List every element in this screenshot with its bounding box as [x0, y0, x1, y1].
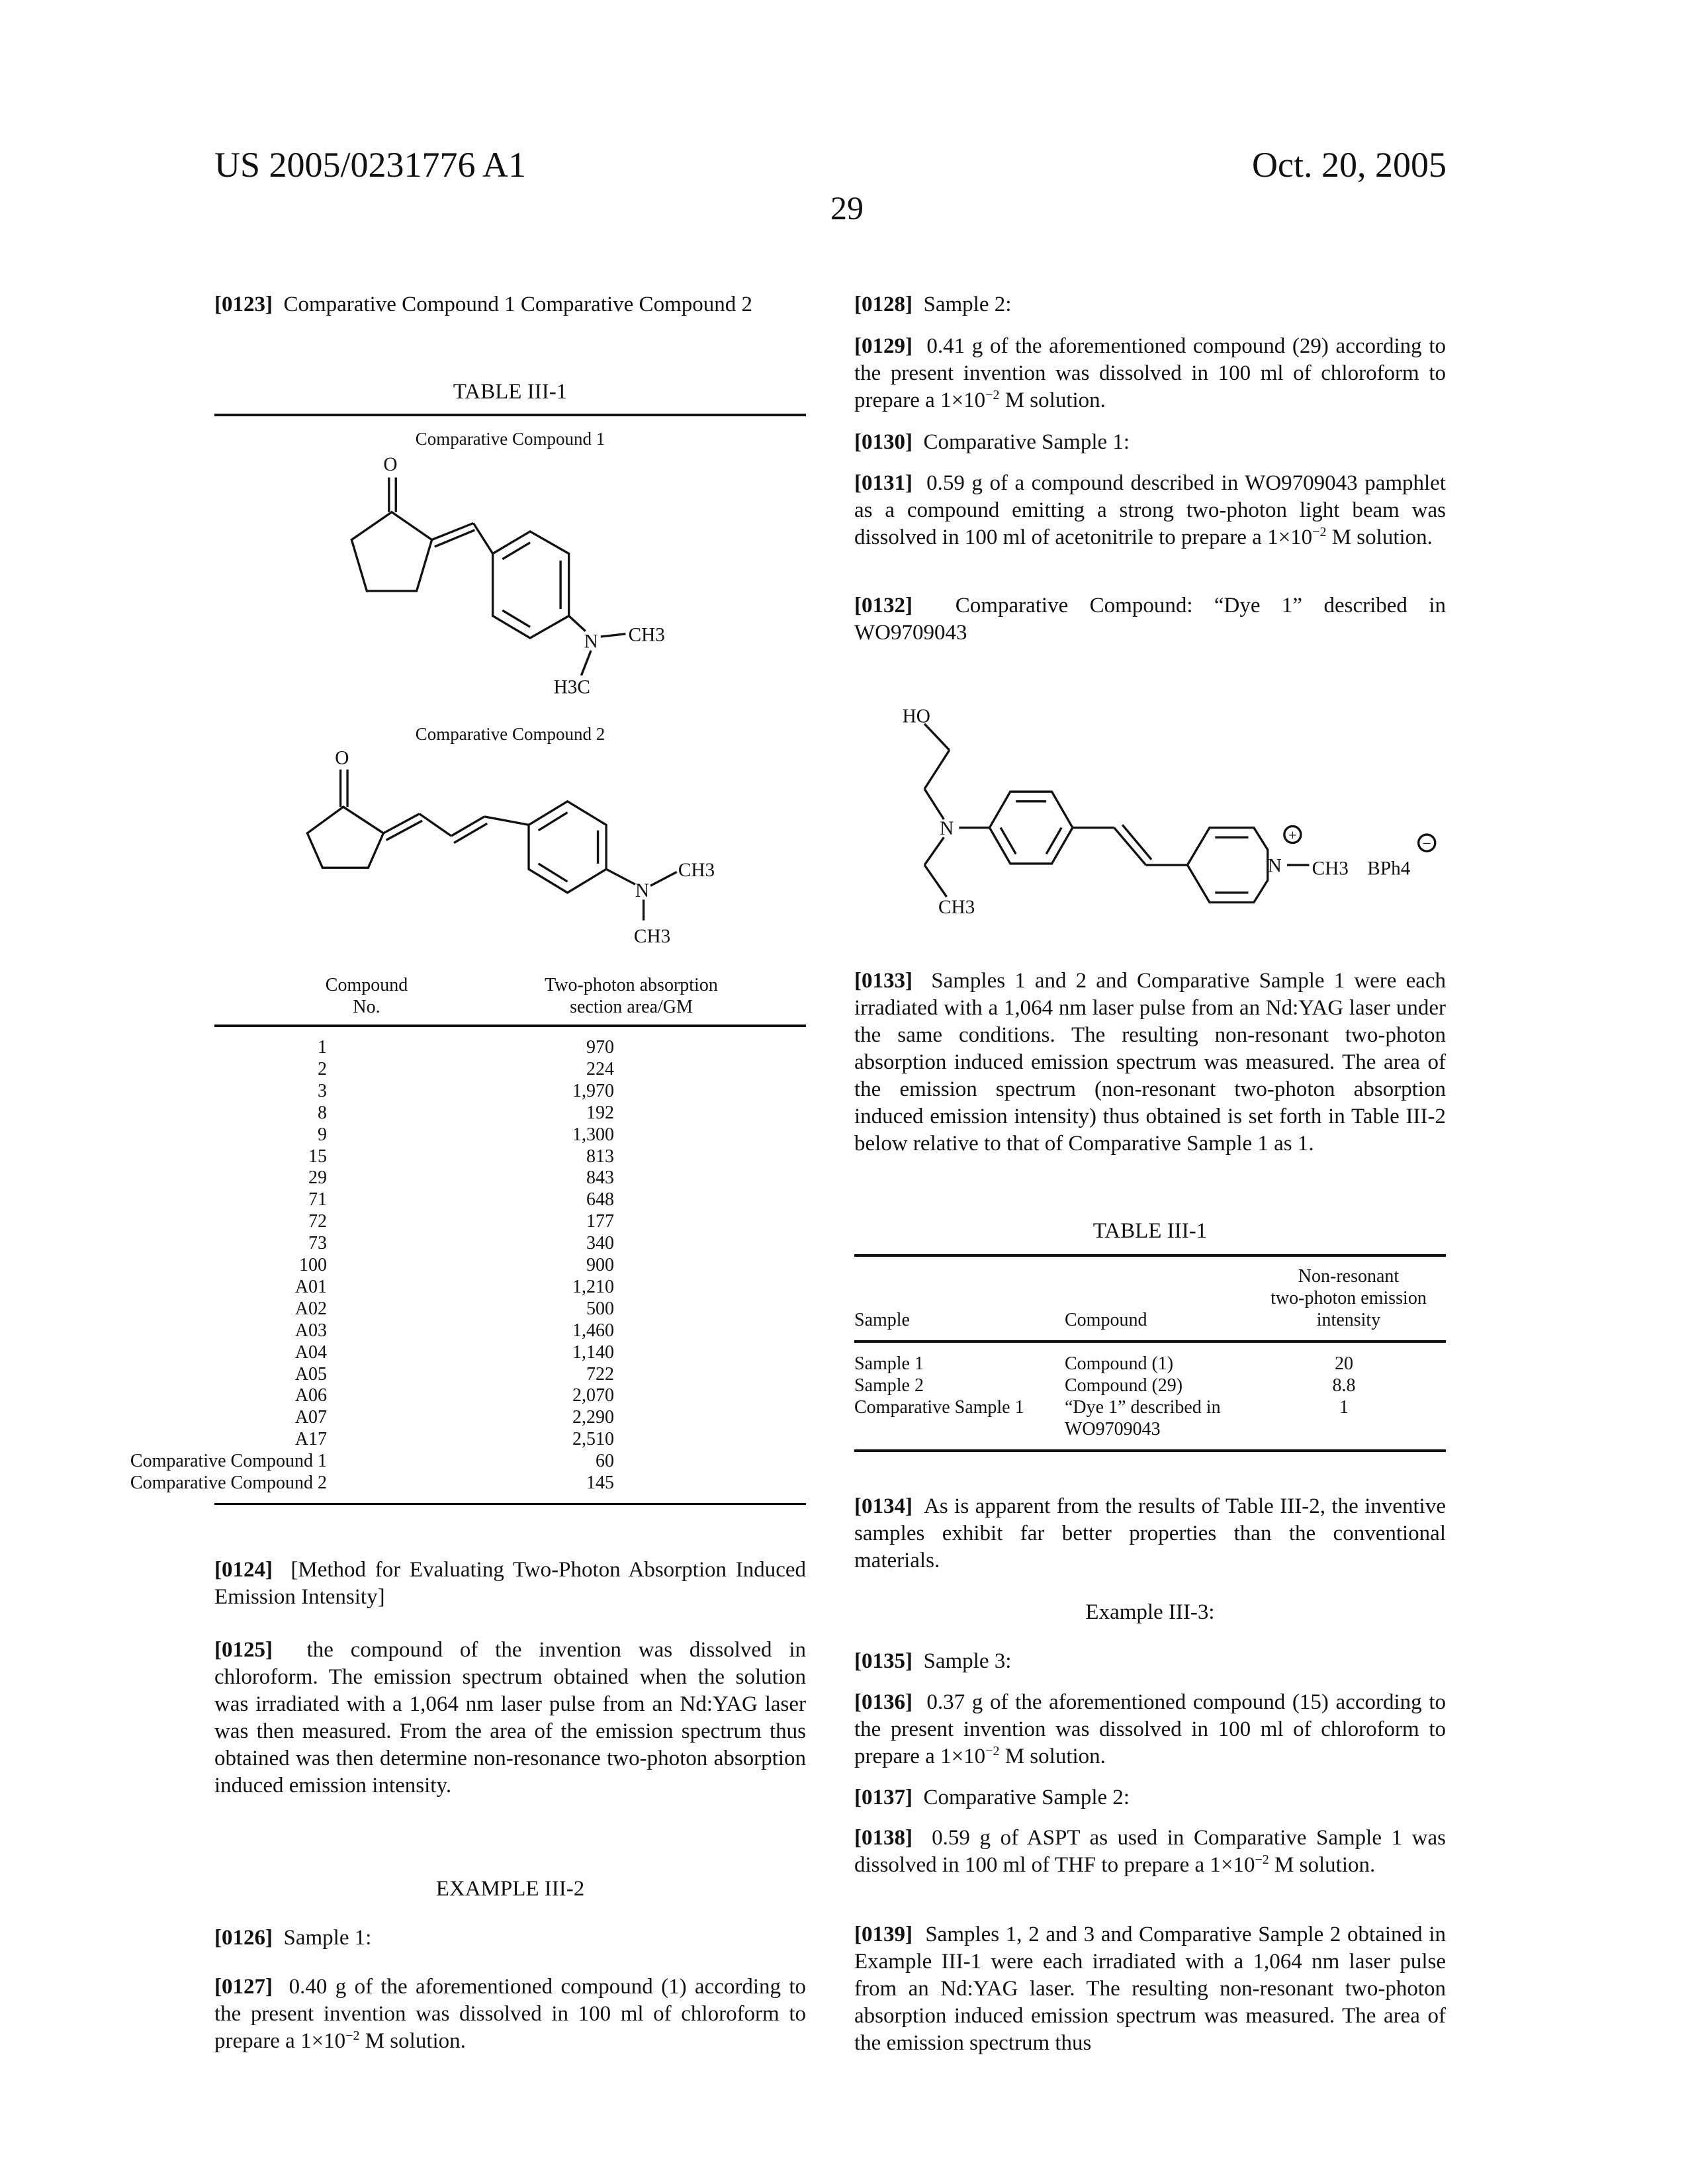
structure-comparative-compound-1: [351, 477, 625, 675]
atom-label: BPh4: [1367, 858, 1410, 880]
table-row: [214, 1124, 806, 1146]
atom-label: CH3: [634, 926, 670, 947]
table-row: [214, 1276, 806, 1298]
paragraph-0130: [0130] Comparative Sample 1:: [854, 429, 1446, 456]
example-heading: Example III-3:: [854, 1600, 1446, 1625]
compound-cell: Compound (29): [1065, 1375, 1182, 1396]
gm-value-cell: 2,510: [572, 1428, 614, 1450]
gm-value-cell: 1,300: [572, 1124, 614, 1146]
gm-value-cell: 2,070: [572, 1385, 614, 1406]
table-row: [214, 1146, 806, 1167]
table-row: [214, 1210, 806, 1232]
table-row: [214, 1385, 806, 1406]
structure-dye-1: [924, 724, 1435, 903]
gm-value-cell: 900: [586, 1254, 614, 1276]
compound-cell: Comparative Compound 1: [130, 1450, 327, 1472]
table-row: [214, 1232, 806, 1254]
page-number: 29: [0, 189, 1694, 227]
table-title: TABLE III-1: [854, 1219, 1446, 1244]
paragraph-0136: [0136] 0.37 g of the aforementioned compound (15) according to the present invention was dissolved in 100 ml of chloroform to prepare a 1×10−2 M solution.: [854, 1689, 1446, 1770]
compound-cell: A07: [295, 1406, 327, 1428]
paragraph-0132: [0132] Comparative Compound: “Dye 1” described in WO9709043: [854, 592, 1446, 647]
gm-value-cell: 500: [586, 1298, 614, 1320]
table-row: [214, 1320, 806, 1342]
paragraph-0123: [0123] Comparative Compound 1 Comparative Compound 2: [214, 291, 806, 318]
charge-label: −: [1423, 835, 1431, 852]
table-rule: [854, 1449, 1446, 1452]
atom-label: CH3: [629, 624, 665, 645]
paragraph-0137: [0137] Comparative Sample 2:: [854, 1784, 1446, 1811]
compound-cell: 9: [318, 1124, 327, 1146]
structure-label-1: Comparative Compound 1: [214, 429, 806, 449]
compound-cell: 29: [308, 1167, 327, 1189]
col-compound-header: Compound No.: [254, 974, 479, 1018]
gm-value-cell: 648: [586, 1189, 614, 1210]
col-sample-header: Sample: [854, 1309, 910, 1331]
table-row: [214, 1406, 806, 1428]
compound-cell: 71: [308, 1189, 327, 1210]
paragraph-0138: [0138] 0.59 g of ASPT as used in Comparative Sample 1 was dissolved in 100 ml of THF to prepare a 1×10−2 M solution.: [854, 1825, 1446, 1879]
table-rule: [214, 1024, 806, 1027]
table-row: [214, 1254, 806, 1276]
atom-label: N: [940, 818, 954, 839]
compound-cell: A06: [295, 1385, 327, 1406]
compound-cell: “Dye 1” described in WO9709043: [1065, 1396, 1221, 1440]
table-row: [214, 1298, 806, 1320]
publication-date: Oct. 20, 2005: [1252, 144, 1447, 185]
compound-cell: 100: [299, 1254, 327, 1276]
gm-value-cell: 970: [586, 1036, 614, 1058]
gm-value-cell: 843: [586, 1167, 614, 1189]
atom-label: O: [383, 454, 397, 475]
paragraph-0139: [0139] Samples 1, 2 and 3 and Comparative Sample 2 obtained in Example III-1 were each irradiated with a 1,064 nm laser pulse from an Nd:YAG laser. The resulting non-resonant two-photon absorption induced emission spectrum was measured. The area of the emission spectrum thus: [854, 1921, 1446, 2057]
table-row: [214, 1363, 806, 1385]
atom-label: N: [635, 880, 649, 901]
sample-cell: Comparative Sample 1: [854, 1396, 1024, 1418]
paragraph-0134: [0134] As is apparent from the results of Table III-2, the inventive samples exhibit far better properties than the conventional materials.: [854, 1493, 1446, 1574]
compound-cell: A05: [295, 1363, 327, 1385]
gm-value-cell: 722: [586, 1363, 614, 1385]
negative-charge-circle: [1419, 835, 1435, 851]
atom-label: CH3: [678, 860, 715, 881]
compound-cell: 2: [318, 1058, 327, 1080]
atom-label: H3C: [554, 677, 590, 698]
table-row: [214, 1036, 806, 1058]
gm-value-cell: 177: [586, 1210, 614, 1232]
gm-value-cell: 145: [586, 1472, 614, 1494]
compound-cell: A03: [295, 1320, 327, 1342]
table-rule: [214, 1503, 806, 1505]
atom-label: N: [1268, 855, 1282, 876]
paragraph-0127: [0127] 0.40 g of the aforementioned compound (1) according to the present invention was dissolved in 100 ml of chloroform to prepare a 1×10−2 M solution.: [214, 1974, 806, 2055]
compound-cell: 72: [308, 1210, 327, 1232]
atom-label: N: [584, 631, 598, 653]
intensity-cell: 20: [1304, 1353, 1384, 1375]
table-row: [214, 1428, 806, 1450]
gm-value-cell: 1,140: [572, 1342, 614, 1363]
compound-cell: A17: [295, 1428, 327, 1450]
compound-cell: Compound (1): [1065, 1353, 1173, 1375]
paragraph-0128: [0128] Sample 2:: [854, 291, 1446, 318]
atom-label: CH3: [938, 897, 975, 918]
col-intensity-header: Non-resonant two-photon emission intensity: [1251, 1265, 1446, 1331]
structure-comparative-compound-2: [307, 770, 676, 921]
gm-value-cell: 60: [596, 1450, 614, 1472]
gm-value-cell: 2,290: [572, 1406, 614, 1428]
table-row: [214, 1450, 806, 1472]
positive-charge-circle: [1284, 826, 1301, 842]
example-heading: EXAMPLE III-2: [214, 1877, 806, 1901]
charge-label: +: [1288, 827, 1297, 843]
gm-value-cell: 340: [586, 1232, 614, 1254]
paragraph-0125: [0125] the compound of the invention was dissolved in chloroform. The emission spectrum obtained when the solution was irradiated with a 1,064 nm laser pulse from an Nd:YAG laser was then measured. From the area of the emission spectrum thus obtained was then determine non-resonance two-photon absorption induced emission intensity.: [214, 1637, 806, 1799]
compound-cell: A02: [295, 1298, 327, 1320]
intensity-cell: 1: [1304, 1396, 1384, 1418]
compound-cell: 3: [318, 1080, 327, 1102]
gm-value-cell: 1,460: [572, 1320, 614, 1342]
atom-label: HO: [903, 706, 930, 727]
table-row: [214, 1080, 806, 1102]
table-rule: [854, 1340, 1446, 1343]
atom-label: O: [335, 747, 349, 768]
table-title: TABLE III-1: [214, 380, 806, 404]
compound-cell: 8: [318, 1102, 327, 1124]
sample-cell: Sample 1: [854, 1353, 924, 1375]
patent-number: US 2005/0231776 A1: [214, 144, 526, 185]
gm-value-cell: 224: [586, 1058, 614, 1080]
paragraph-0131: [0131] 0.59 g of a compound described in WO9709043 pamphlet as a compound emitting a strong two-photon light beam was dissolved in 100 ml of acetonitrile to prepare a 1×10−2 M solution.: [854, 470, 1446, 551]
paragraph-0126: [0126] Sample 1:: [214, 1925, 806, 1952]
compound-cell: A01: [295, 1276, 327, 1298]
paragraph-0133: [0133] Samples 1 and 2 and Comparative Sample 1 were each irradiated with a 1,064 nm laser pulse from an Nd:YAG laser under the same conditions. The resulting non-resonant two-photon absorption induced emission spectrum was measured. The area of the emission spectrum (non-resonant two-photon absorption induced emission intensity) thus obtained is set forth in Table III-2 below relative to that of Comparative Sample 1 as 1.: [854, 968, 1446, 1158]
table-row: [214, 1102, 806, 1124]
table-row: [214, 1472, 806, 1494]
paragraph-0129: [0129] 0.41 g of the aforementioned compound (29) according to the present invention was dissolved in 100 ml of chloroform to prepare a 1×10−2 M solution.: [854, 333, 1446, 414]
sample-cell: Sample 2: [854, 1375, 924, 1396]
intensity-cell: 8.8: [1304, 1375, 1384, 1396]
gm-value-cell: 813: [586, 1146, 614, 1167]
table-row: [214, 1167, 806, 1189]
structure-label-2: Comparative Compound 2: [214, 724, 806, 745]
table-rule: [214, 414, 806, 416]
compound-cell: 15: [308, 1146, 327, 1167]
table-row: [214, 1189, 806, 1210]
compound-cell: Comparative Compound 2: [130, 1472, 327, 1494]
col-compound-header: Compound: [1065, 1309, 1147, 1331]
table-rule: [854, 1254, 1446, 1257]
gm-value-cell: 1,210: [572, 1276, 614, 1298]
compound-cell: 1: [318, 1036, 327, 1058]
gm-value-cell: 1,970: [572, 1080, 614, 1102]
table-row: [214, 1058, 806, 1080]
compound-cell: A04: [295, 1342, 327, 1363]
col-gm-header: Two-photon absorption section area/GM: [519, 974, 744, 1018]
compound-cell: 73: [308, 1232, 327, 1254]
table-row: [214, 1342, 806, 1363]
paragraph-0124: [0124] [Method for Evaluating Two-Photon Absorption Induced Emission Intensity]: [214, 1557, 806, 1611]
atom-label: CH3: [1312, 858, 1349, 880]
paragraph-0135: [0135] Sample 3:: [854, 1648, 1446, 1675]
gm-value-cell: 192: [586, 1102, 614, 1124]
